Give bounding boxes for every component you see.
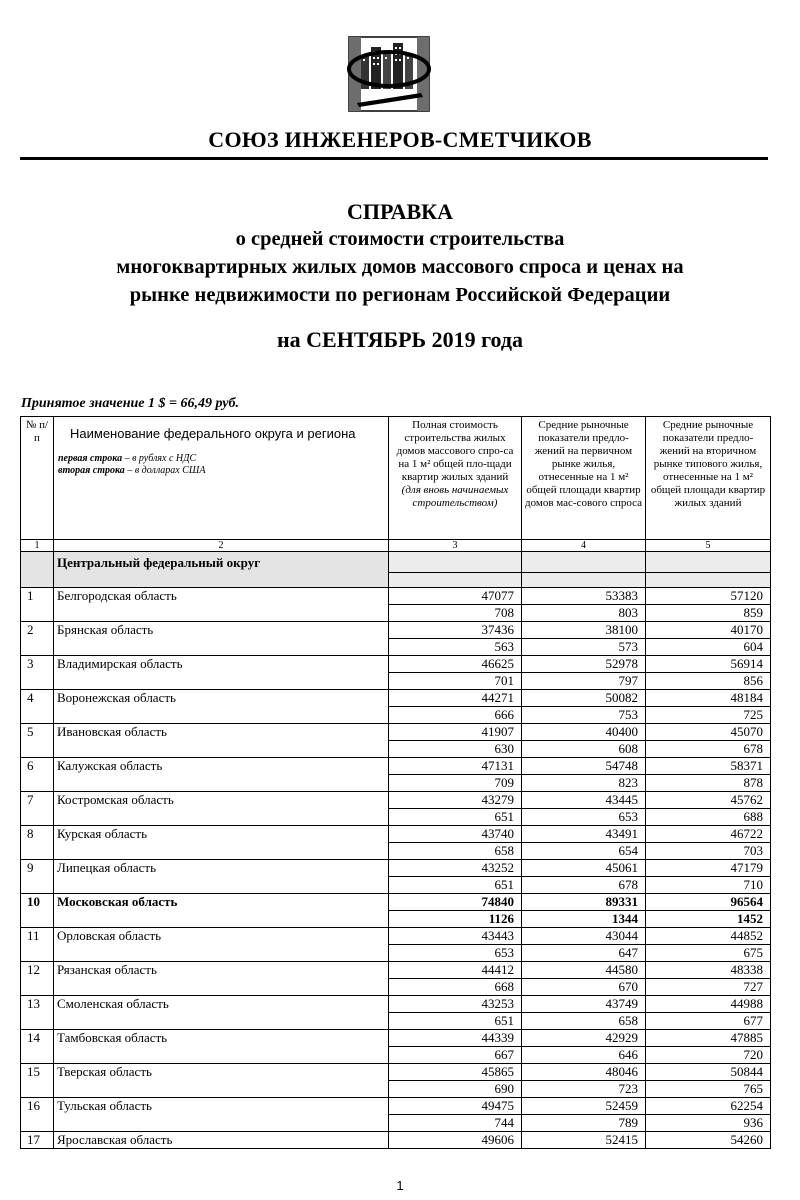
table-row <box>21 622 771 639</box>
table-row <box>21 690 771 707</box>
table-row <box>21 792 771 809</box>
primary-market-usd: 646 <box>522 1047 646 1064</box>
construction-cost-usd: 744 <box>389 1115 522 1132</box>
row-number: 14 <box>21 1030 54 1064</box>
table-row <box>21 962 771 979</box>
primary-market-rub: 54748 <box>522 758 646 775</box>
region-name: Воронежская область <box>54 690 389 724</box>
row-number: 2 <box>21 622 54 656</box>
secondary-market-rub: 48184 <box>646 690 771 707</box>
primary-market-rub: 89331 <box>522 894 646 911</box>
secondary-market-rub: 47885 <box>646 1030 771 1047</box>
primary-market-rub: 43044 <box>522 928 646 945</box>
secondary-market-usd: 727 <box>646 979 771 996</box>
table-row <box>21 928 771 945</box>
secondary-market-rub: 45070 <box>646 724 771 741</box>
row-number: 7 <box>21 792 54 826</box>
construction-cost-rub: 49606 <box>389 1132 522 1149</box>
primary-market-rub: 40400 <box>522 724 646 741</box>
document-title: СПРАВКА <box>346 199 454 224</box>
header-primary-market: Средние рыночные показатели предло-жений на первичном рынке жилья, отнесенные на 1 м² общей площади квартир домов мас-сового спроса <box>522 417 646 540</box>
construction-cost-rub: 46625 <box>389 656 522 673</box>
header-region-name <box>54 417 389 540</box>
column-number: 2 <box>54 540 389 552</box>
construction-cost-rub: 43443 <box>389 928 522 945</box>
primary-market-usd: 723 <box>522 1081 646 1098</box>
region-name: Рязанская область <box>54 962 389 996</box>
construction-cost-rub: 43253 <box>389 996 522 1013</box>
construction-cost-usd: 651 <box>389 877 522 894</box>
primary-market-usd: 753 <box>522 707 646 724</box>
secondary-market-usd: 675 <box>646 945 771 962</box>
primary-market-usd: 678 <box>522 877 646 894</box>
secondary-market-usd: 604 <box>646 639 771 656</box>
construction-cost-usd: 666 <box>389 707 522 724</box>
primary-market-usd: 789 <box>522 1115 646 1132</box>
column-number: 5 <box>646 540 771 552</box>
region-name: Брянская область <box>54 622 389 656</box>
primary-market-usd: 797 <box>522 673 646 690</box>
primary-market-rub: 43445 <box>522 792 646 809</box>
table-row <box>21 894 771 911</box>
region-name: Курская область <box>54 826 389 860</box>
row-number: 15 <box>21 1064 54 1098</box>
primary-market-rub: 52459 <box>522 1098 646 1115</box>
construction-cost-rub: 41907 <box>389 724 522 741</box>
secondary-market-rub: 56914 <box>646 656 771 673</box>
row-number: 11 <box>21 928 54 962</box>
row-number: 9 <box>21 860 54 894</box>
header-region-title: Наименование федерального округа и региона <box>70 426 356 441</box>
construction-cost-usd: 668 <box>389 979 522 996</box>
secondary-market-rub: 57120 <box>646 588 771 605</box>
secondary-market-usd: 936 <box>646 1115 771 1132</box>
header-divider <box>20 157 768 160</box>
table-row <box>21 1064 771 1081</box>
organization-logo <box>343 33 435 115</box>
construction-cost-rub: 43740 <box>389 826 522 843</box>
row-number: 13 <box>21 996 54 1030</box>
primary-market-usd: 608 <box>522 741 646 758</box>
secondary-market-usd: 765 <box>646 1081 771 1098</box>
primary-market-usd: 1344 <box>522 911 646 928</box>
region-name: Калужская область <box>54 758 389 792</box>
document-period: на СЕНТЯБРЬ 2019 года <box>276 327 524 352</box>
row-number: 12 <box>21 962 54 996</box>
secondary-market-rub: 62254 <box>646 1098 771 1115</box>
primary-market-rub: 52415 <box>522 1132 646 1149</box>
table-row <box>21 724 771 741</box>
primary-market-rub: 50082 <box>522 690 646 707</box>
construction-cost-rub: 43279 <box>389 792 522 809</box>
secondary-market-usd: 678 <box>646 741 771 758</box>
region-name: Московская область <box>54 894 389 928</box>
primary-market-usd: 803 <box>522 605 646 622</box>
construction-cost-rub: 43252 <box>389 860 522 877</box>
primary-market-usd: 647 <box>522 945 646 962</box>
primary-market-usd: 823 <box>522 775 646 792</box>
federal-district-row <box>21 552 771 573</box>
primary-market-usd: 658 <box>522 1013 646 1030</box>
primary-market-rub: 44580 <box>522 962 646 979</box>
primary-market-rub: 38100 <box>522 622 646 639</box>
secondary-market-rub: 96564 <box>646 894 771 911</box>
page-number: 1 <box>396 1178 404 1193</box>
region-name: Ярославская область <box>54 1132 389 1149</box>
primary-market-usd: 573 <box>522 639 646 656</box>
construction-cost-usd: 651 <box>389 809 522 826</box>
table-row <box>21 1030 771 1047</box>
column-number: 4 <box>522 540 646 552</box>
row-number: 1 <box>21 588 54 622</box>
primary-market-rub: 45061 <box>522 860 646 877</box>
primary-market-rub: 43491 <box>522 826 646 843</box>
primary-market-rub: 53383 <box>522 588 646 605</box>
document-subtitle-line-3: рынке недвижимости по регионам Российской Федерации <box>129 284 671 306</box>
secondary-market-usd: 710 <box>646 877 771 894</box>
construction-cost-rub: 44339 <box>389 1030 522 1047</box>
construction-cost-usd: 563 <box>389 639 522 656</box>
region-name: Тульская область <box>54 1098 389 1132</box>
table-row <box>21 656 771 673</box>
region-name: Тамбовская область <box>54 1030 389 1064</box>
secondary-market-usd: 859 <box>646 605 771 622</box>
secondary-market-usd: 688 <box>646 809 771 826</box>
primary-market-rub: 48046 <box>522 1064 646 1081</box>
row-number: 8 <box>21 826 54 860</box>
secondary-market-usd: 677 <box>646 1013 771 1030</box>
header-region-note: первая строка – в рублях с НДС вторая строка – в долларах США <box>58 453 206 476</box>
table-row <box>21 758 771 775</box>
federal-district-name: Центральный федеральный округ <box>54 552 389 588</box>
header-number: № п/п <box>21 417 54 540</box>
row-number: 16 <box>21 1098 54 1132</box>
secondary-market-usd: 856 <box>646 673 771 690</box>
primary-market-usd: 654 <box>522 843 646 860</box>
row-number: 17 <box>21 1132 54 1149</box>
secondary-market-rub: 47179 <box>646 860 771 877</box>
table-header-row <box>21 417 771 540</box>
secondary-market-rub: 40170 <box>646 622 771 639</box>
construction-cost-usd: 658 <box>389 843 522 860</box>
row-number: 5 <box>21 724 54 758</box>
secondary-market-usd: 720 <box>646 1047 771 1064</box>
construction-cost-usd: 1126 <box>389 911 522 928</box>
construction-cost-rub: 44271 <box>389 690 522 707</box>
construction-cost-rub: 47131 <box>389 758 522 775</box>
primary-market-rub: 42929 <box>522 1030 646 1047</box>
secondary-market-rub: 46722 <box>646 826 771 843</box>
table-row <box>21 996 771 1013</box>
document-subtitle-line-1: о средней стоимости строительства <box>235 228 565 250</box>
row-number: 4 <box>21 690 54 724</box>
construction-cost-usd: 651 <box>389 1013 522 1030</box>
column-number: 3 <box>389 540 522 552</box>
region-name: Смоленская область <box>54 996 389 1030</box>
region-name: Тверская область <box>54 1064 389 1098</box>
construction-cost-usd: 653 <box>389 945 522 962</box>
table-row <box>21 860 771 877</box>
region-name: Ивановская область <box>54 724 389 758</box>
secondary-market-usd: 878 <box>646 775 771 792</box>
secondary-market-rub: 54260 <box>646 1132 771 1149</box>
organization-name: СОЮЗ ИНЖЕНЕРОВ-СМЕТЧИКОВ <box>208 127 592 152</box>
construction-cost-rub: 37436 <box>389 622 522 639</box>
primary-market-usd: 653 <box>522 809 646 826</box>
construction-cost-usd: 701 <box>389 673 522 690</box>
region-name: Липецкая область <box>54 860 389 894</box>
secondary-market-rub: 48338 <box>646 962 771 979</box>
construction-cost-usd: 708 <box>389 605 522 622</box>
table-row <box>21 588 771 605</box>
table-row <box>21 826 771 843</box>
region-name: Белгородская область <box>54 588 389 622</box>
secondary-market-rub: 45762 <box>646 792 771 809</box>
table-row <box>21 1098 771 1115</box>
secondary-market-rub: 44852 <box>646 928 771 945</box>
construction-cost-rub: 49475 <box>389 1098 522 1115</box>
region-name: Орловская область <box>54 928 389 962</box>
document-subtitle-line-2: многоквартирных жилых домов массового спроса и ценах на <box>116 256 684 278</box>
construction-cost-usd: 690 <box>389 1081 522 1098</box>
primary-market-rub: 43749 <box>522 996 646 1013</box>
secondary-market-rub: 44988 <box>646 996 771 1013</box>
secondary-market-usd: 703 <box>646 843 771 860</box>
secondary-market-rub: 50844 <box>646 1064 771 1081</box>
construction-cost-rub: 47077 <box>389 588 522 605</box>
region-name: Владимирская область <box>54 656 389 690</box>
header-construction-cost: Полная стоимость строительства жилых домов массового спро-са на 1 м² общей пло-щади квартир жилых зданий (для вновь начинаемых строительством) <box>389 417 522 540</box>
secondary-market-usd: 725 <box>646 707 771 724</box>
construction-cost-rub: 44412 <box>389 962 522 979</box>
row-number: 10 <box>21 894 54 928</box>
column-number: 1 <box>21 540 54 552</box>
primary-market-usd: 670 <box>522 979 646 996</box>
construction-cost-usd: 667 <box>389 1047 522 1064</box>
table-row <box>21 1132 771 1149</box>
region-name: Костромская область <box>54 792 389 826</box>
secondary-market-usd: 1452 <box>646 911 771 928</box>
secondary-market-rub: 58371 <box>646 758 771 775</box>
construction-cost-rub: 74840 <box>389 894 522 911</box>
cost-table <box>20 416 771 1149</box>
construction-cost-rub: 45865 <box>389 1064 522 1081</box>
header-secondary-market: Средние рыночные показатели предло-жений на вторичном рынке типового жилья, отнесенные на 1 м² общей площади квартир жилых зданий <box>646 417 771 540</box>
construction-cost-usd: 630 <box>389 741 522 758</box>
row-number: 6 <box>21 758 54 792</box>
primary-market-rub: 52978 <box>522 656 646 673</box>
exchange-rate-note: Принятое значение 1 $ = 66,49 руб. <box>21 396 239 411</box>
construction-cost-usd: 709 <box>389 775 522 792</box>
row-number: 3 <box>21 656 54 690</box>
column-number-row <box>21 540 771 552</box>
